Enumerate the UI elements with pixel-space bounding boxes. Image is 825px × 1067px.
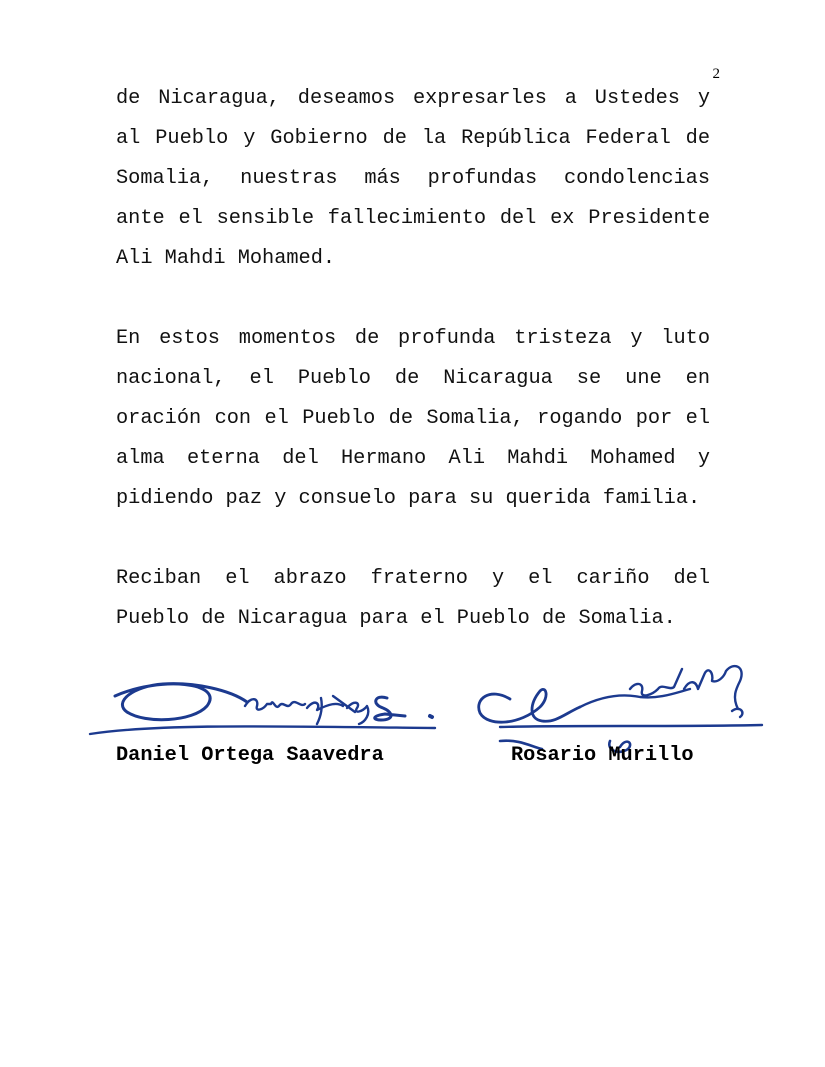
paragraph-prayer: En estos momentos de profunda tristeza y luto nacional, el Pueblo de Nicaragua se une en oración con el Pueblo de Somalia, rogando por el alma eterna del Hermano Ali Mahdi Mohamed y pidiendo paz y consuelo para su querida familia. <box>116 327 710 510</box>
paragraph-condolences: de Nicaragua, deseamos expresarles a Ustedes y al Pueblo y Gobierno de la República Federal de Somalia, nuestras más profundas condolencias ante el sensible fallecimiento del ex Presidente Ali Mahdi Mohamed. <box>116 87 710 270</box>
letter-body <box>116 79 710 639</box>
page-number: 2 <box>712 66 720 82</box>
signer-name-rosario-murillo: Rosario Murillo <box>511 744 694 767</box>
signature-rosario-murillo <box>470 655 770 755</box>
signer-name-daniel-ortega: Daniel Ortega Saavedra <box>116 744 384 767</box>
signature-daniel-ortega <box>85 668 445 748</box>
paragraph-closing: Reciban el abrazo fraterno y el cariño del Pueblo de Nicaragua para el Pueblo de Somalia. <box>116 567 710 630</box>
